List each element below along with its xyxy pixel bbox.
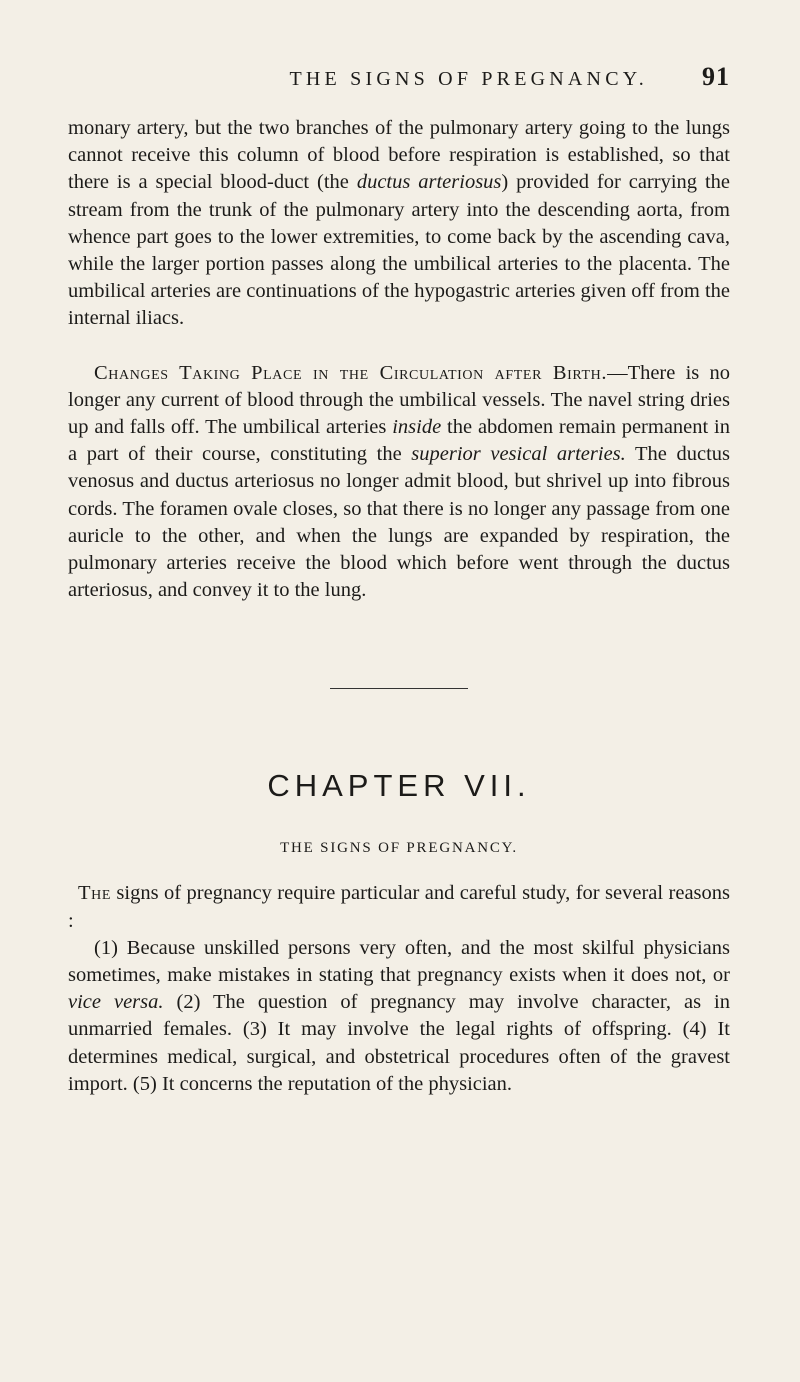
italic-term: vice versa. — [68, 991, 164, 1014]
paragraph-intro — [68, 880, 730, 934]
text-run: —There is no longer any current of blood through the umbilical vessels. The navel string dries up and falls off. The umbilical arteries — [68, 361, 730, 439]
italic-term: inside — [392, 416, 442, 439]
section-divider — [330, 688, 468, 689]
text-run: signs of pregnancy require particular and careful study, for several reasons : — [68, 882, 730, 932]
italic-term: superior vesical arteries. — [411, 443, 626, 466]
text-run: (1) Because unskilled persons very often, and the most skilful physicians sometimes, make mistakes in stating that pregnancy exists when it does not, or — [68, 936, 730, 987]
running-header — [68, 62, 730, 92]
text-run: monary artery, but the two branches of the pulmonary artery going to the lungs cannot receive this column of blood before respiration is established, so that there is a special blood-duct (the — [68, 117, 730, 194]
paragraph-reasons — [68, 935, 730, 1098]
text-run: The ductus venosus and ductus arteriosus no longer admit blood, but shrivel up into fibrous cords. The foramen ovale closes, so that there is no longer any passage from one auricle to the other, and when the lungs are expanded by respiration, the pulmonary arteries receive the blood which before went through the ductus arteriosus, and convey it to the lung. — [68, 443, 731, 602]
running-title: THE SIGNS OF PREGNANCY. — [289, 68, 648, 90]
paragraph-fetal-circulation — [68, 115, 730, 333]
book-page — [68, 62, 730, 1098]
chapter-title: CHAPTER VII. — [267, 768, 531, 804]
paragraph-changes-after-birth — [68, 360, 730, 605]
text-run: the abdomen remain permanent in a part of their course, constituting the — [68, 416, 730, 466]
text-run: ) provided for carrying the stream from the trunk of the pulmonary artery into the descending aorta, from whence part goes to the lower extremities, to come back by the ascending cava, while the larger portion passes along the umbilical arteries to the placenta. The umbilical arteries are continuations of the hypogastric arteries given off from the internal iliacs. — [68, 171, 730, 330]
italic-term: ductus arteriosus — [356, 171, 502, 194]
lead-word: The — [78, 882, 111, 905]
text-run: (2) The question of pregnancy may involve character, as in unmarried females. (3) It may involve the legal rights of offspring. (4) It determines medical, surgical, and obstetrical procedures often of the gravest import. (5) It concerns the reputation of the physician. — [68, 991, 730, 1095]
chapter-subtitle: THE SIGNS OF PREGNANCY. — [280, 840, 518, 857]
section-heading: Changes Taking Place in the Circulation after Birth. — [94, 361, 608, 384]
page-number: 91 — [702, 62, 730, 91]
